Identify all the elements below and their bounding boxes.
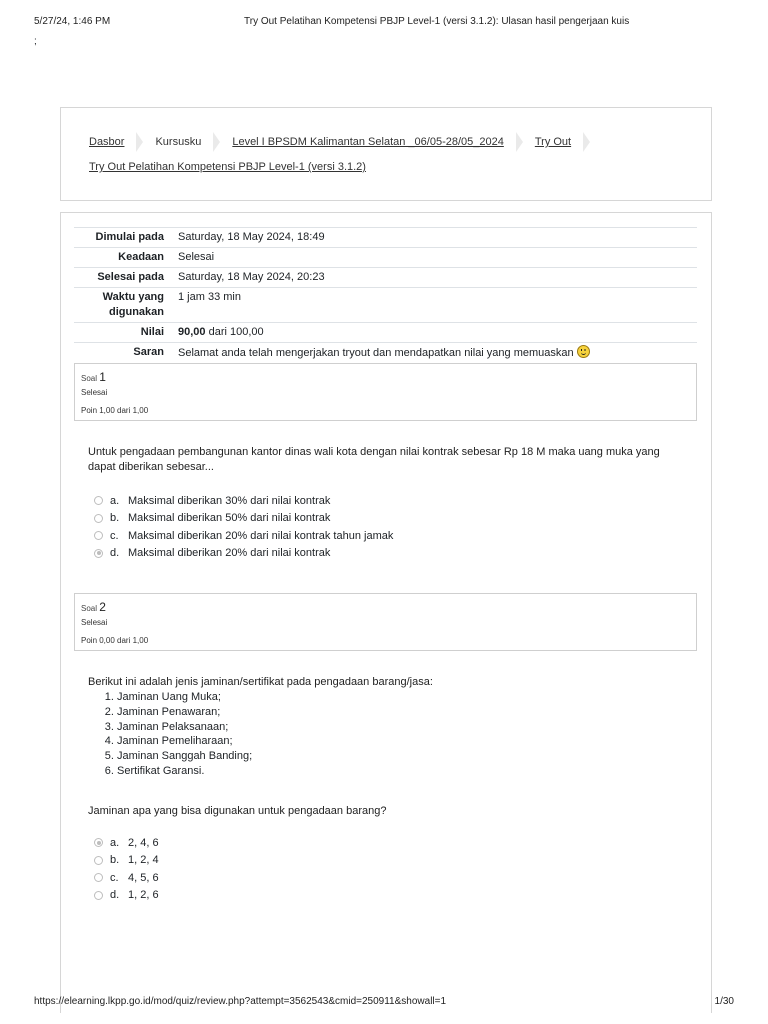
breadcrumb-quiz[interactable]: Try Out Pelatihan Kompetensi PBJP Level-1 (versi 3.1.2)	[89, 161, 366, 173]
list-item: 5. Jaminan Sanggah Banding;	[117, 749, 252, 764]
list-item: 1. Jaminan Uang Muka;	[117, 690, 252, 705]
breadcrumb-course[interactable]: Level I BPSDM Kalimantan Selatan _06/05-28/05_2024	[232, 136, 504, 148]
summary-row-grade	[74, 323, 697, 343]
breadcrumb-kursusku: Kursusku	[155, 136, 202, 148]
question-mark: Poin 1,00 dari 1,00	[81, 406, 149, 415]
radio-button[interactable]	[94, 856, 103, 865]
stray-text: ;	[34, 36, 37, 47]
attempt-summary-table	[74, 227, 697, 364]
question-number: Soal 1	[81, 370, 106, 384]
started-value: Saturday, 18 May 2024, 18:49	[178, 231, 325, 243]
page-url: https://elearning.lkpp.go.id/mod/quiz/review.php?attempt=3562543&cmid=250911&showall=1	[34, 996, 447, 1007]
completed-label: Selesai pada	[97, 271, 164, 283]
breadcrumb-separator-icon	[583, 132, 590, 152]
radio-button[interactable]	[94, 891, 103, 900]
answer-option[interactable]: c. 4, 5, 6	[94, 869, 159, 887]
quiz-review-panel	[60, 212, 712, 1013]
state-label: Keadaan	[118, 251, 164, 263]
guarantee-list	[103, 690, 252, 779]
grade-label: Nilai	[140, 326, 164, 338]
question-text-2: Jaminan apa yang bisa digunakan untuk pengadaan barang?	[88, 805, 387, 817]
time-value: 1 jam 33 min	[178, 291, 241, 303]
breadcrumb-tryout[interactable]: Try Out	[534, 136, 572, 148]
question-state: Selesai	[81, 388, 108, 397]
summary-row-feedback	[74, 343, 697, 364]
page-number: 1/30	[714, 996, 734, 1007]
answer-option[interactable]: a. Maksimal diberikan 30% dari nilai kontrak	[94, 492, 393, 510]
radio-button[interactable]	[94, 873, 103, 882]
state-value: Selesai	[178, 251, 215, 263]
grade-value	[174, 323, 697, 343]
summary-row-started	[74, 228, 697, 248]
summary-row-time	[74, 288, 697, 323]
answer-option[interactable]: b. 1, 2, 4	[94, 852, 159, 870]
print-title: Try Out Pelatihan Kompetensi PBJP Level-1 (versi 3.1.2): Ulasan hasil pengerjaan kuis	[244, 16, 630, 27]
radio-button[interactable]	[94, 531, 103, 540]
question-number: Soal 2	[81, 600, 106, 614]
list-item: 3. Jaminan Pelaksanaan;	[117, 720, 252, 735]
radio-button-selected[interactable]	[94, 838, 103, 847]
question-mark: Poin 0,00 dari 1,00	[81, 636, 149, 645]
print-date: 5/27/24, 1:46 PM	[34, 16, 111, 27]
summary-row-state	[74, 248, 697, 268]
radio-button-selected[interactable]	[94, 549, 103, 558]
question-state: Selesai	[81, 618, 108, 627]
feedback-value: Selamat anda telah mengerjakan tryout dan mendapatkan nilai yang memuaskan	[178, 347, 574, 359]
question-info-2	[74, 593, 697, 651]
question-intro-2: Berikut ini adalah jenis jaminan/sertifikat pada pengadaan barang/jasa:	[88, 676, 433, 688]
feedback-label: Saran	[133, 346, 164, 358]
answer-options-1	[94, 492, 393, 562]
list-item: 4. Jaminan Pemeliharaan;	[117, 734, 252, 749]
answer-options-2	[94, 834, 159, 904]
breadcrumb	[60, 107, 712, 201]
answer-option[interactable]: b. Maksimal diberikan 50% dari nilai kontrak	[94, 510, 393, 528]
started-label: Dimulai pada	[95, 231, 164, 243]
breadcrumb-separator-icon	[516, 132, 523, 152]
answer-option[interactable]: d. Maksimal diberikan 20% dari nilai kontrak	[94, 545, 393, 563]
list-item: 2. Jaminan Penawaran;	[117, 705, 252, 720]
smiley-icon	[577, 345, 590, 358]
answer-option[interactable]: a. 2, 4, 6	[94, 834, 159, 852]
summary-row-completed	[74, 268, 697, 288]
breadcrumb-dasbor[interactable]: Dasbor	[89, 136, 125, 148]
list-item: 6. Sertifikat Garansi.	[117, 764, 252, 779]
radio-button[interactable]	[94, 496, 103, 505]
radio-button[interactable]	[94, 514, 103, 523]
grade-out-of: dari 100,00	[205, 326, 264, 338]
answer-option[interactable]: d. 1, 2, 6	[94, 887, 159, 905]
grade-score: 90,00	[178, 326, 206, 338]
question-text-1: Untuk pengadaan pembangunan kantor dinas wali kota dengan nilai kontrak sebesar Rp 18 M maka uang muka yang dapat diberikan sebesar...	[88, 446, 660, 473]
breadcrumb-separator-icon	[213, 132, 220, 152]
answer-option[interactable]: c. Maksimal diberikan 20% dari nilai kontrak tahun jamak	[94, 527, 393, 545]
question-info-1	[74, 363, 697, 421]
feedback-cell	[174, 343, 697, 364]
time-label: Waktu yang digunakan	[102, 291, 164, 318]
breadcrumb-separator-icon	[136, 132, 143, 152]
completed-value: Saturday, 18 May 2024, 20:23	[178, 271, 325, 283]
